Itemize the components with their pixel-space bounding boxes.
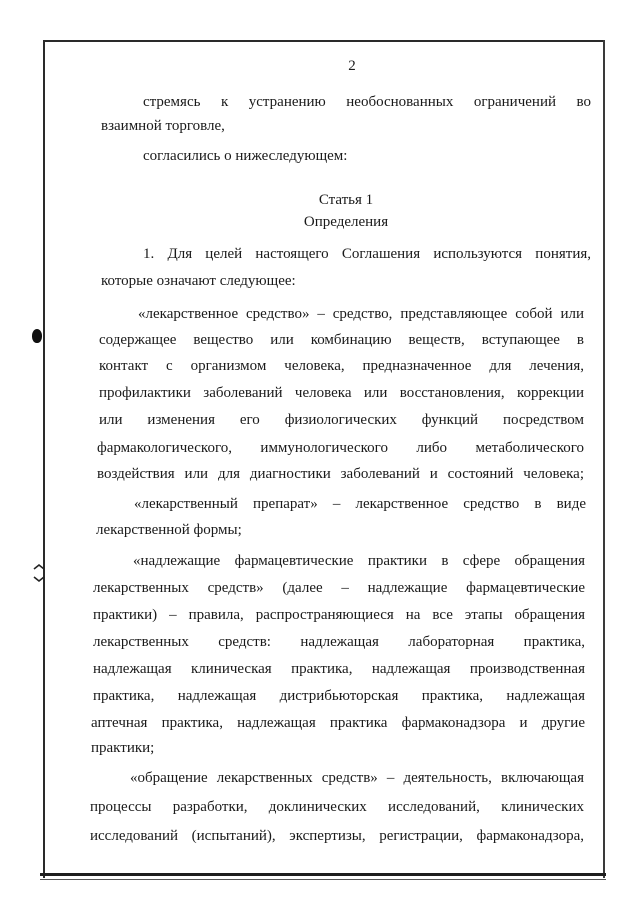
text-line: «лекарственный препарат» – лекарственное средство в виде bbox=[134, 496, 586, 512]
text-line: или изменения его физиологических функций посредством bbox=[99, 412, 584, 428]
text-line: практика, надлежащая дистрибьюторская практика, надлежащая bbox=[93, 688, 585, 704]
text-line: практики) – правила, распространяющиеся на все этапы обращения bbox=[93, 607, 585, 623]
text-line: «надлежащие фармацевтические практики в сфере обращения bbox=[133, 553, 585, 569]
text-line: воздействия или для диагностики заболеваний и состояний человека; bbox=[97, 466, 584, 482]
margin-tick-icon bbox=[32, 563, 46, 583]
text-line: согласились о нижеследующем: bbox=[143, 148, 348, 164]
text-line: 1. Для целей настоящего Соглашения используются понятия, bbox=[143, 246, 591, 262]
scan-frame-bottom bbox=[40, 873, 606, 876]
text-line: содержащее вещество или комбинацию веществ, вступающее в bbox=[99, 332, 584, 348]
text-line: исследований (испытаний), экспертизы, регистрации, фармаконадзора, bbox=[90, 828, 584, 844]
text-line: стремясь к устранению необоснованных ограничений во bbox=[143, 94, 591, 110]
scan-frame-bottom-thin bbox=[40, 879, 606, 880]
text-line: надлежащая клиническая практика, надлежащая производственная bbox=[93, 661, 585, 677]
scan-frame-top bbox=[44, 40, 604, 42]
text-line: практики; bbox=[91, 740, 155, 756]
text-line: «обращение лекарственных средств» – деятельность, включающая bbox=[130, 770, 584, 786]
text-line: контакт с организмом человека, предназначенное для лечения, bbox=[99, 358, 584, 374]
scan-frame-left bbox=[43, 40, 45, 878]
page-number: 2 bbox=[348, 58, 356, 74]
text-line: процессы разработки, доклинических исследований, клинических bbox=[90, 799, 584, 815]
article-heading: Статья 1 bbox=[318, 192, 374, 208]
text-line: лекарственной формы; bbox=[96, 522, 242, 538]
punch-hole-mark bbox=[32, 329, 42, 343]
text-line: профилактики заболеваний человека или восстановления, коррекции bbox=[99, 385, 584, 401]
text-line: лекарственных средств: надлежащая лабораторная практика, bbox=[93, 634, 585, 650]
text-line: фармакологического, иммунологического либо метаболического bbox=[97, 440, 584, 456]
text-line: которые означают следующее: bbox=[101, 273, 296, 289]
article-title: Определения bbox=[303, 214, 389, 230]
text-line: лекарственных средств» (далее – надлежащие фармацевтические bbox=[93, 580, 585, 596]
scan-frame-right bbox=[603, 40, 605, 878]
text-line: взаимной торговле, bbox=[101, 118, 225, 134]
text-line: «лекарственное средство» – средство, представляющее собой или bbox=[138, 306, 584, 322]
text-line: аптечная практика, надлежащая практика фармаконадзора и другие bbox=[91, 715, 585, 731]
